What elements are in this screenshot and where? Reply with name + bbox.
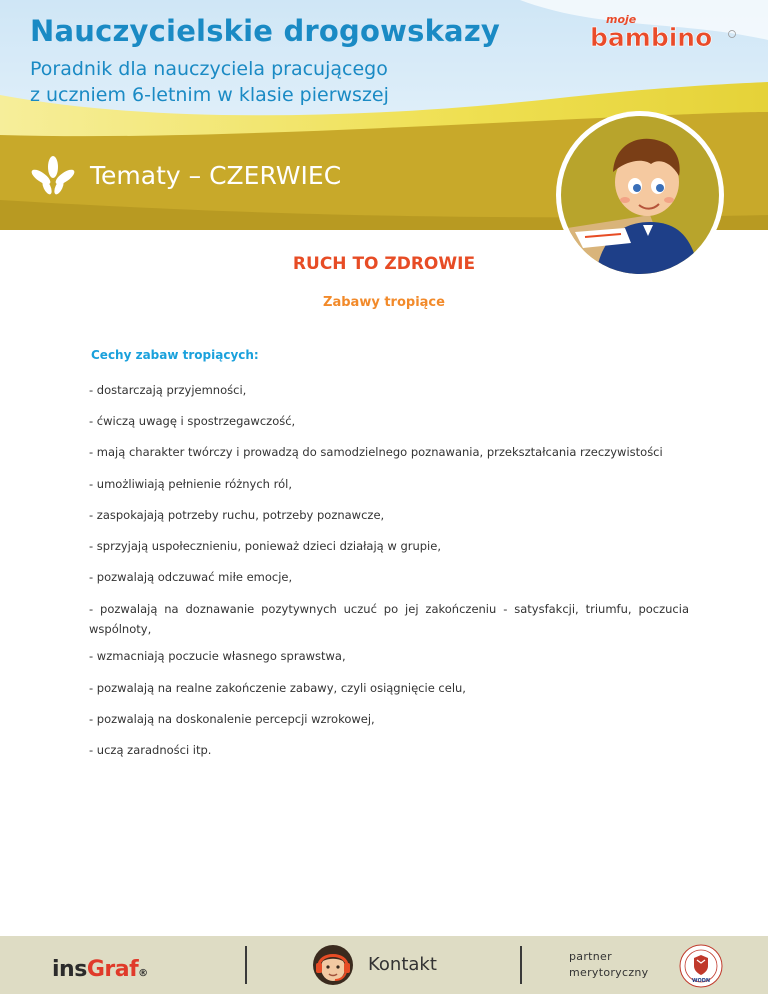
list-item: - umożliwiają pełnienie różnych ról, xyxy=(89,476,292,491)
logo-small-text: moje xyxy=(606,13,637,26)
wodn-seal-text: WODN xyxy=(691,978,711,984)
logo-brand-text: bambino xyxy=(590,23,713,52)
list-item: - pozwalają na doznawanie pozytywnych uczuć po jej zakończeniu - satysfakcji, triumfu, poczucia wspólnoty, xyxy=(89,602,689,637)
footer-divider xyxy=(245,946,247,984)
features-list xyxy=(89,375,689,766)
partner-label-line2: merytoryczny xyxy=(569,966,649,979)
list-item: - pozwalają odczuwać miłe emocje, xyxy=(89,570,293,585)
list-item: - pozwalają na realne zakończenie zabawy, czyli osiągnięcie celu, xyxy=(89,680,466,695)
wodn-seal-logo[interactable] xyxy=(679,944,723,988)
list-item: - pozwalają na doskonalenie percepcji wzrokowej, xyxy=(89,711,375,726)
header-subtitle-line1: Poradnik dla nauczyciela pracującego xyxy=(30,58,388,80)
list-item: - zaspokajają potrzeby ruchu, potrzeby poznawcze, xyxy=(89,507,385,522)
leaf-icon xyxy=(28,155,78,195)
partner-label-line1: partner xyxy=(569,950,612,963)
contact-headset-icon[interactable] xyxy=(312,944,354,986)
header-title: Nauczycielskie drogowskazy xyxy=(30,14,501,48)
list-item: - uczą zaradności itp. xyxy=(89,743,212,758)
topics-heading: Tematy – CZERWIEC xyxy=(90,161,342,190)
partner-label xyxy=(569,949,649,981)
list-lead: Cechy zabaw tropiących: xyxy=(91,348,259,362)
insgraf-logo-mark: ® xyxy=(138,968,148,979)
list-item: - ćwiczą uwagę i spostrzegawczość, xyxy=(89,414,296,429)
footer xyxy=(0,936,768,994)
insgraf-logo[interactable] xyxy=(52,957,148,982)
moje-bambino-logo[interactable] xyxy=(588,12,738,52)
section-subtitle: Zabawy tropiące xyxy=(323,295,445,310)
header-subtitle xyxy=(30,56,389,108)
list-item: - wzmacniają poczucie własnego sprawstwa, xyxy=(89,649,346,664)
list-item: - dostarczają przyjemności, xyxy=(89,383,247,397)
insgraf-logo-left: ins xyxy=(52,957,87,982)
list-item: - sprzyjają uspołecznieniu, ponieważ dzieci działają w grupie, xyxy=(89,539,441,554)
list-item: - mają charakter twórczy i prowadzą do samodzielnego poznawania, przekształcania rzeczywistości xyxy=(89,445,663,460)
header-subtitle-line2: z uczniem 6-letnim w klasie pierwszej xyxy=(30,84,389,106)
footer-divider xyxy=(520,946,522,984)
insgraf-logo-right: Graf xyxy=(86,957,139,982)
section-title: RUCH TO ZDROWIE xyxy=(292,254,476,274)
contact-link[interactable]: Kontakt xyxy=(368,954,437,975)
